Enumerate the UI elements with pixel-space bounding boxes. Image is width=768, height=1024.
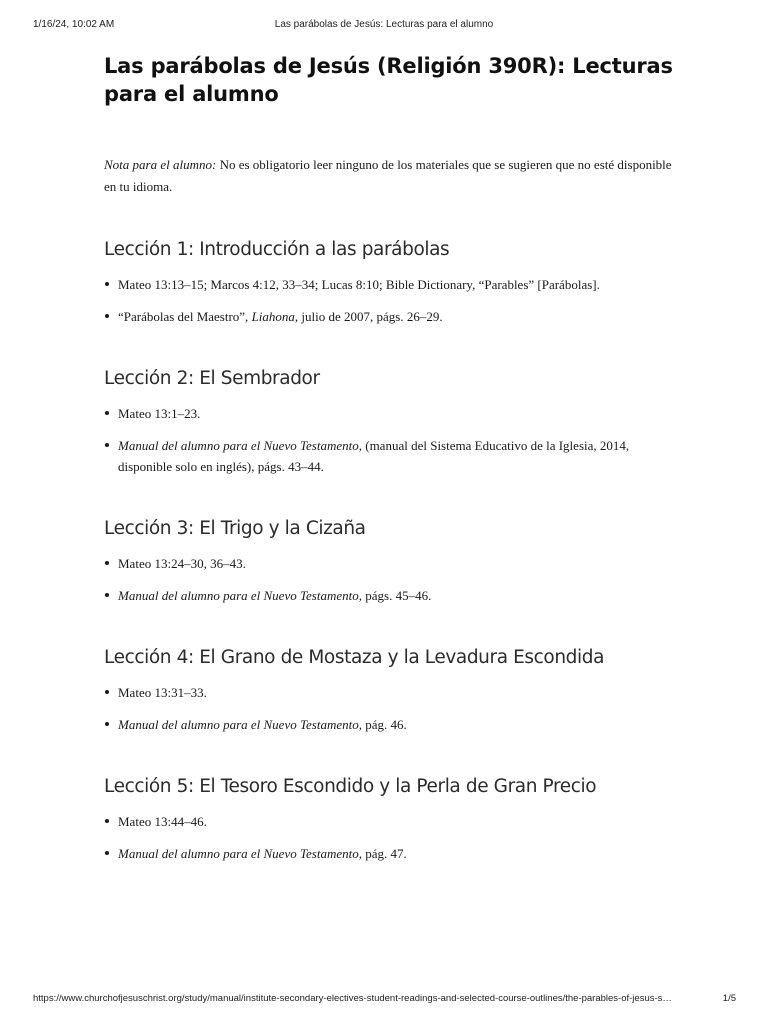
lesson-section <box>104 775 684 864</box>
reading-item <box>118 714 684 735</box>
reading-list <box>104 403 684 477</box>
print-footer <box>0 993 768 1009</box>
student-note-text: No es obligatorio leer ninguno de los materiales que se sugieren que no esté disponible en tu idioma. <box>104 157 672 194</box>
reading-text: pág. 47. <box>361 846 407 861</box>
reading-text: “Parábolas del Maestro”, <box>118 309 252 324</box>
reading-item <box>118 843 684 864</box>
reading-item <box>118 403 684 424</box>
student-note-label: Nota para el alumno: <box>104 157 217 172</box>
reading-item <box>118 682 684 703</box>
reading-text: Mateo 13:44–46. <box>118 814 207 829</box>
print-header <box>0 0 768 30</box>
reading-item <box>118 274 684 295</box>
lesson-heading: Lección 2: El Sembrador <box>104 368 320 389</box>
print-doc-title: Las parábolas de Jesús: Lecturas para el alumno <box>274 19 494 30</box>
reading-source-title: Manual del alumno para el Nuevo Testamento, <box>118 846 362 861</box>
lesson-section <box>104 517 684 606</box>
lessons-list <box>104 238 684 864</box>
reading-source-title: Manual del alumno para el Nuevo Testamento, <box>118 717 362 732</box>
reading-text: Mateo 13:31–33. <box>118 685 207 700</box>
reading-item <box>118 306 684 327</box>
lesson-section <box>104 367 684 477</box>
reading-text: , (manual del Sistema Educativo de la Iglesia, 2014, disponible solo en inglés), págs. 43–44. <box>118 438 630 474</box>
page-title: Las parábolas de Jesús (Religión 390R): Lecturas para el alumno <box>104 54 673 106</box>
page-number: 1/5 <box>722 993 736 1004</box>
reading-text: Mateo 13:13–15; Marcos 4:12, 33–34; Lucas 8:10; Bible Dictionary, “Parables” [Parábolas]. <box>118 277 600 292</box>
reading-text: págs. 45–46. <box>361 588 432 603</box>
reading-text: Mateo 13:1–23. <box>118 406 201 421</box>
print-url: https://www.churchofjesuschrist.org/study/manual/institute-secondary-electives-student-readings-and-selected-course-outlines/the-parables-of-jesus-s… <box>33 993 672 1004</box>
lesson-heading: Lección 4: El Grano de Mostaza y la Levadura Escondida <box>104 647 605 668</box>
reading-item <box>118 553 684 574</box>
reading-item <box>118 435 684 477</box>
reading-list <box>104 274 684 327</box>
reading-text: pág. 46. <box>361 717 407 732</box>
lesson-heading: Lección 5: El Tesoro Escondido y la Perla de Gran Precio <box>104 776 597 797</box>
reading-list <box>104 682 684 735</box>
print-datetime: 1/16/24, 10:02 AM <box>33 19 115 30</box>
lesson-heading: Lección 1: Introducción a las parábolas <box>104 239 450 260</box>
reading-list <box>104 811 684 864</box>
reading-source-title: Manual del alumno para el Nuevo Testamento, <box>118 588 362 603</box>
reading-text: Mateo 13:24–30, 36–43. <box>118 556 246 571</box>
reading-source-title: Manual del alumno para el Nuevo Testamento <box>118 438 359 453</box>
reading-source-title: Liahona, <box>251 309 299 324</box>
reading-text: julio de 2007, págs. 26–29. <box>298 309 443 324</box>
reading-list <box>104 553 684 606</box>
student-note <box>104 154 684 198</box>
lesson-heading: Lección 3: El Trigo y la Cizaña <box>104 518 366 539</box>
reading-item <box>118 811 684 832</box>
lesson-section <box>104 238 684 327</box>
lesson-section <box>104 646 684 735</box>
article <box>104 52 684 875</box>
reading-item <box>118 585 684 606</box>
